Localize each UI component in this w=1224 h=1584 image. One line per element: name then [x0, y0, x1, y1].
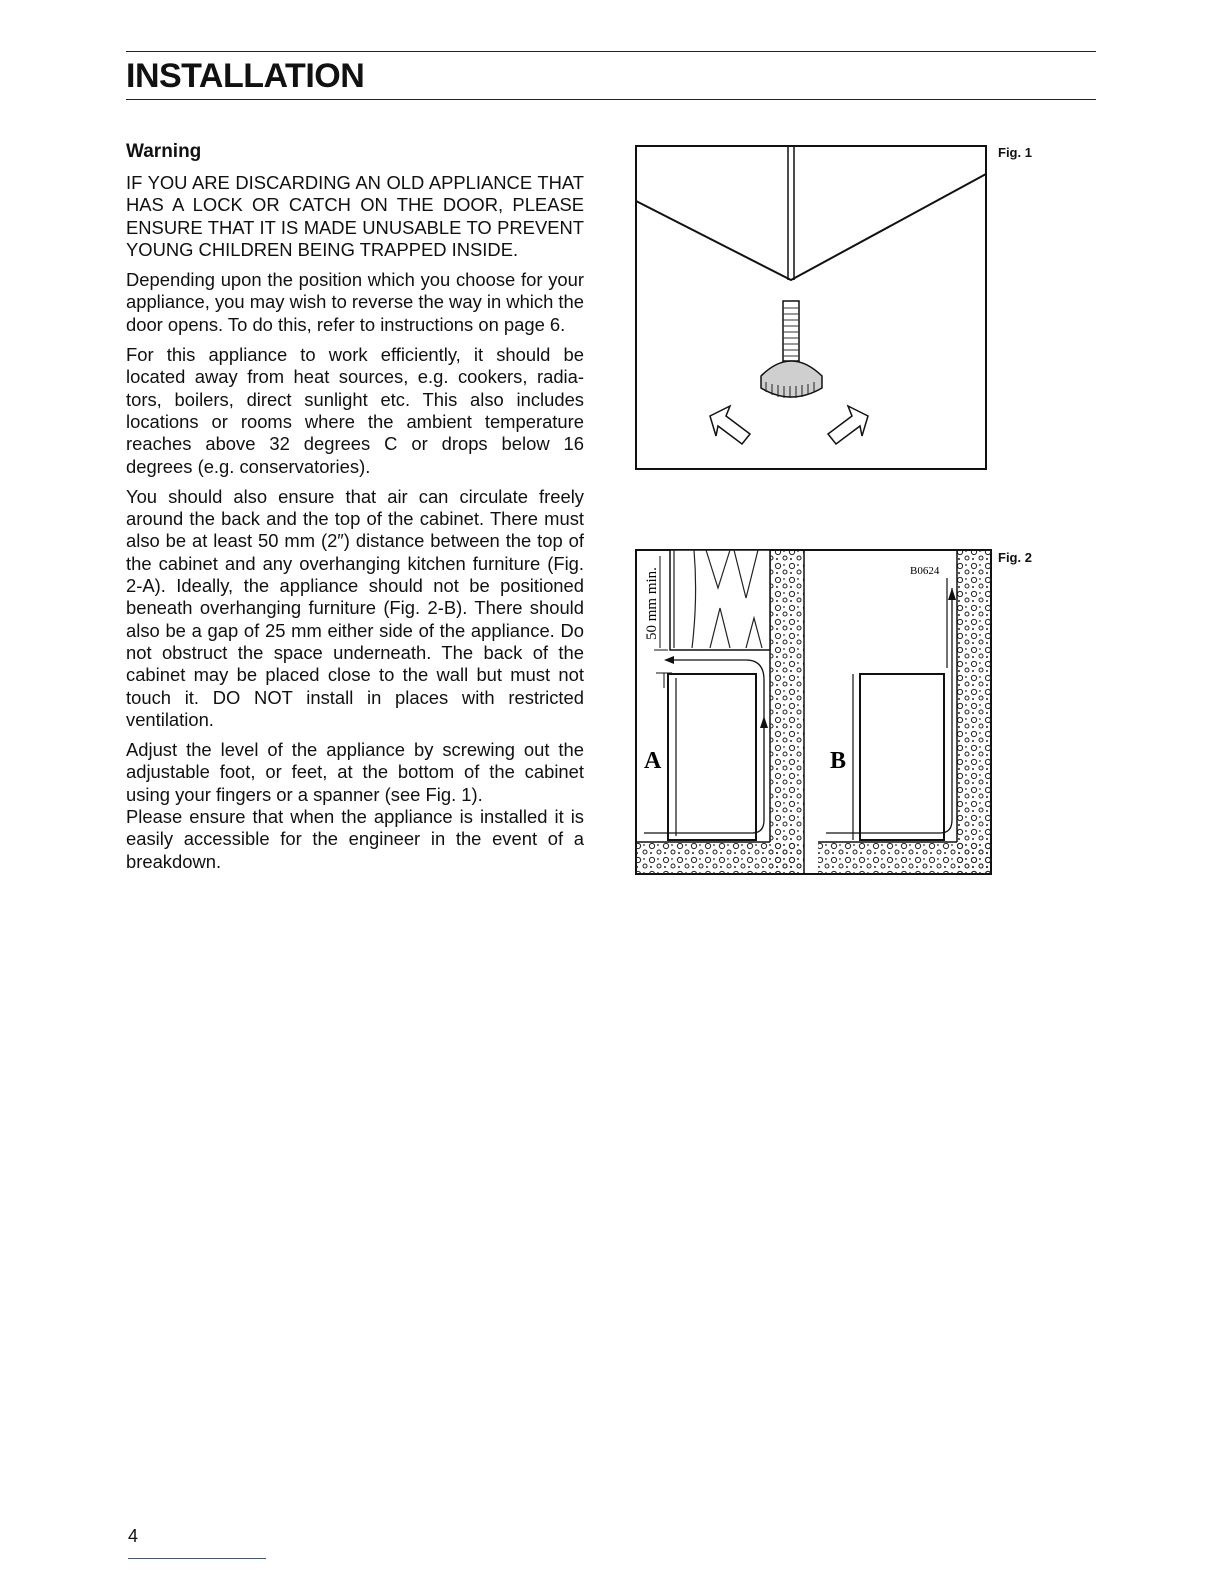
figure-2-code: B0624: [910, 565, 940, 577]
paragraph-door-reversal: Depending upon the position which you choose for your appliance, you may wish to reverse the way in which the door opens. To do this, refer to instructions on page 6.: [126, 269, 584, 335]
figure-2-dimension-label: 50 mm min.: [644, 567, 660, 640]
page-number: 4: [128, 1526, 139, 1546]
figure-2-label-a: A: [644, 748, 662, 774]
instructions-column: [126, 140, 584, 881]
figure-1-adjustable-foot: [634, 144, 990, 472]
paragraph-accessibility: Please ensure that when the appliance is installed it is easily accessible for the engineer in the event of a breakdown.: [126, 806, 584, 872]
figure-2-label: Fig. 2: [998, 550, 1032, 565]
warning-heading: Warning: [126, 141, 202, 162]
paragraph-heat-sources: For this appliance to work efficiently, it should be located away from heat sources, e.g. cookers, radia-tors, boilers, direct sunlight etc. This also includes locations or rooms where the ambient temperature reaches above 32 degrees C or drops below 16 degrees (e.g. conservatories).: [126, 344, 584, 477]
paragraph-ventilation: You should also ensure that air can circulate freely around the back and the top of the cabinet. There must also be at least 50 mm (2″) distance between the top of the cabinet and any overhanging kitchen furniture (Fig. 2-A). Ideally, the appliance should not be positioned beneath overhanging furniture (Fig. 2-B). There should also be a gap of 25 mm either side of the appliance. Do not obstruct the space underneath. The back of the cabinet may be placed close to the wall but must not touch it. DO NOT install in places with restricted ventilation.: [126, 485, 584, 730]
figure-2-ventilation: [634, 548, 994, 878]
figure-1-label: Fig. 1: [998, 145, 1032, 160]
top-rule: [126, 51, 1096, 52]
figure-2-label-b: B: [830, 748, 847, 774]
paragraph-levelling: Adjust the level of the appliance by screwing out the adjustable foot, or feet, at the bottom of the cabinet using your fingers or a spanner (see Fig. 1).: [126, 739, 584, 805]
title-underline: [126, 99, 1096, 100]
footer-rule: [128, 1558, 266, 1559]
warning-text: IF YOU ARE DISCARDING AN OLD APPLIANCE THAT HAS A LOCK OR CATCH ON THE DOOR, PLEASE ENSURE THAT IT IS MADE UNUSABLE TO PREVENT YOUNG CHILDREN BEING TRAPPED INSIDE.: [126, 172, 584, 260]
page-title: INSTALLATION: [126, 57, 365, 95]
